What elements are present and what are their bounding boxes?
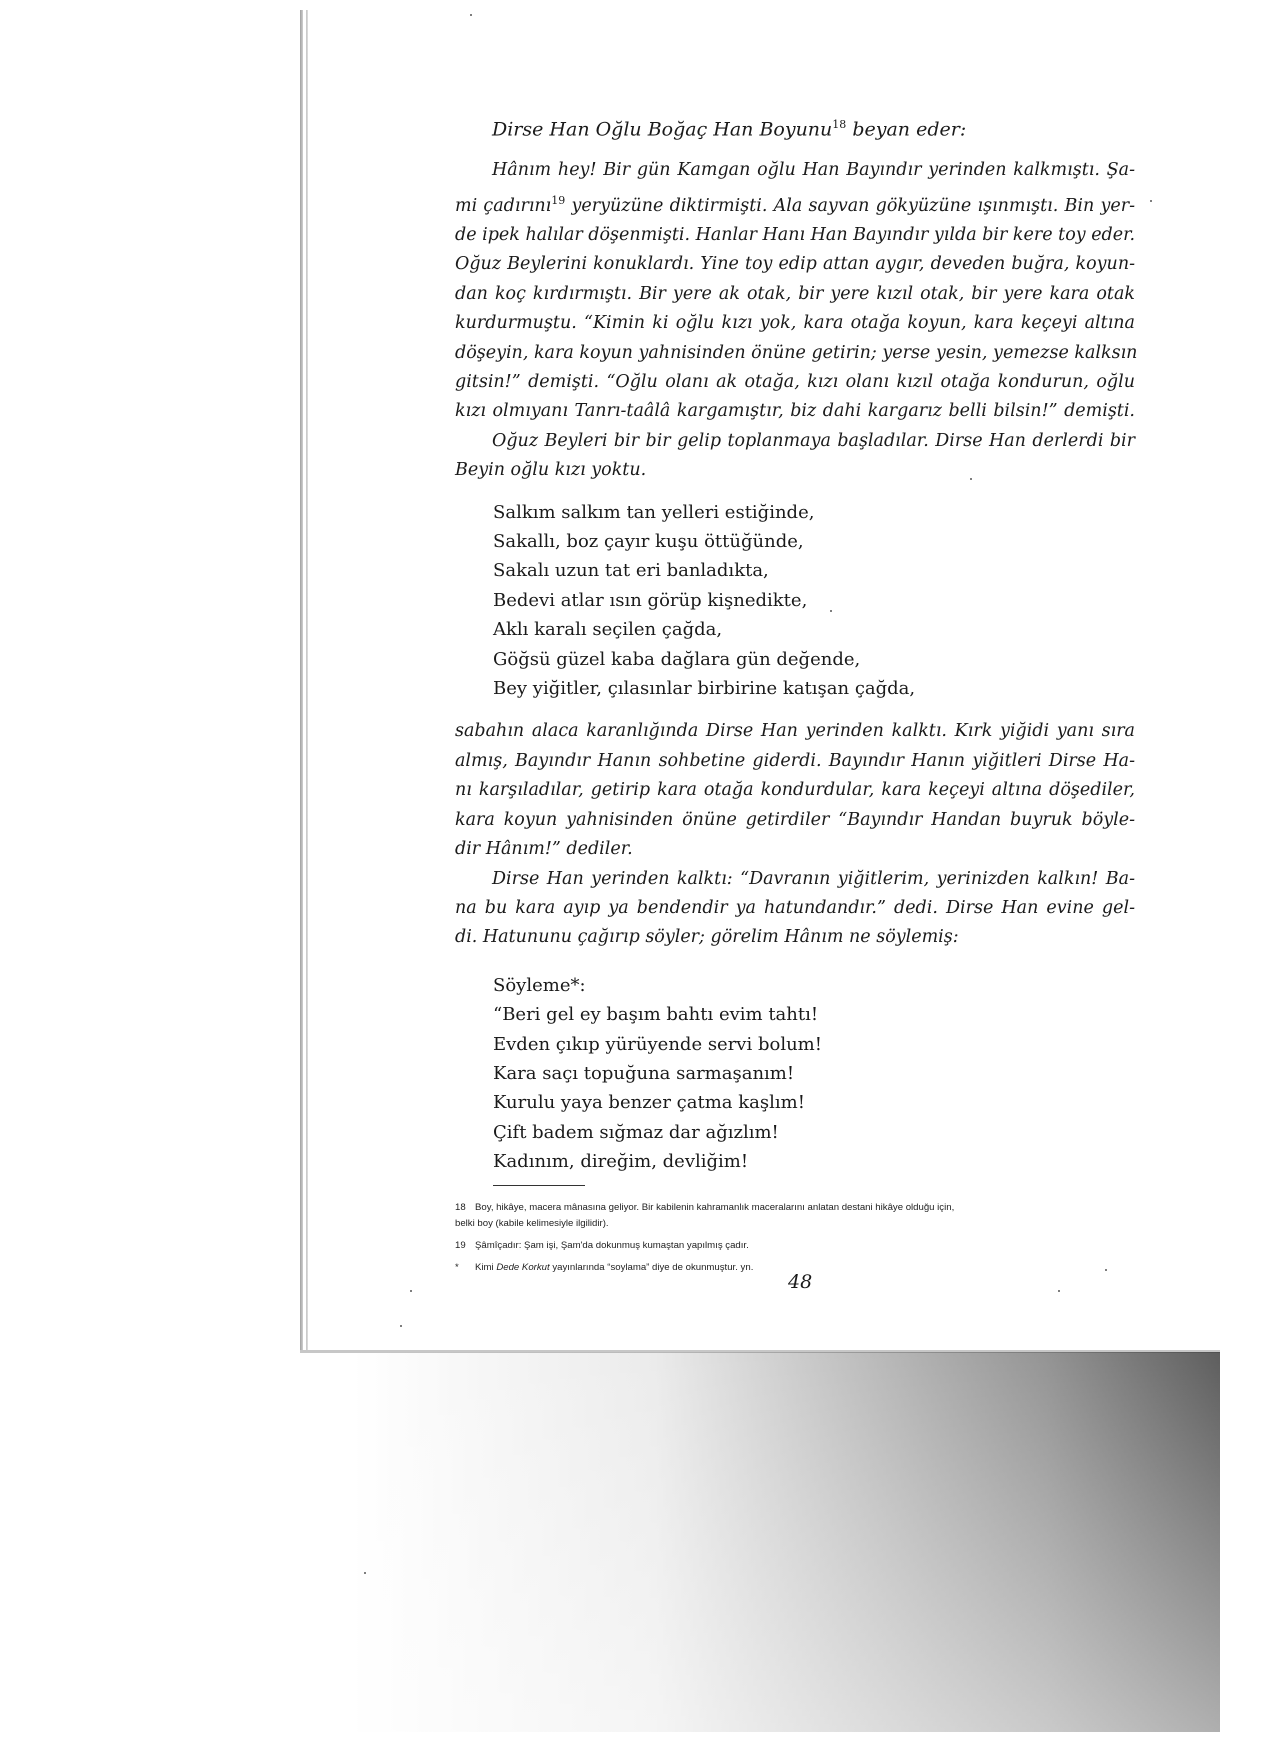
verse-line: Salkım salkım tan yelleri estiğinde,: [493, 501, 815, 523]
heading-text: Dirse Han Oğlu Boğaç Han Boyunu: [492, 118, 833, 141]
footnote-text: belki boy (kabile kelimesiyle ilgilidir).: [455, 1217, 609, 1229]
text-line: Dirse Han yerinden kalktı: “Davranın yiğitlerim, yerinizden kalkın! Ba-: [492, 868, 1135, 889]
verse-line: Sakalı uzun tat eri banladıkta,: [493, 560, 769, 582]
verse-line: Sakallı, boz çayır kuşu öttüğünde,: [493, 531, 804, 553]
verse-line: Kadınım, direğim, devliğim!: [493, 1151, 749, 1173]
verse-line: Evden çıkıp yürüyende servi bolum!: [493, 1033, 822, 1055]
footnotes: [455, 1200, 1123, 1276]
text-line: [455, 186, 1135, 221]
verse-line: Bedevi atlar ısın görüp kişnedikte,: [493, 589, 808, 611]
text-line: di. Hatununu çağırıp söyler; görelim Hânım ne söylemiş:: [455, 927, 959, 948]
verse-line: Aklı karalı seçilen çağda,: [493, 619, 723, 641]
footnote-number: 18: [455, 1201, 466, 1213]
footnote-number: *: [455, 1261, 459, 1273]
text-line: Hânım hey! Bir gün Kamgan oğlu Han Bayındır yerinden kalkmıştı. Şa-: [492, 160, 1135, 181]
book-binding-edge: [300, 10, 303, 1350]
footnote-text: Boy, hikâye, macera mânasına geliyor. Bir kabilenin kahramanlık maceralarını anlatan destani hikâye olduğu için,: [475, 1201, 955, 1213]
footnote-text: Kimi: [475, 1261, 497, 1273]
footnote-text: yayınlarında “soylama” diye de okunmuştur. yn.: [549, 1261, 754, 1273]
text-line: na bu kara ayıp ya bendendir ya hatundandır.” dedi. Dirse Han evine gel-: [455, 897, 1135, 918]
text-line: almış, Bayındır Hanın sohbetine giderdi. Bayındır Hanın yiğitleri Dirse Ha-: [455, 750, 1135, 771]
footnote-ref-19: 19: [551, 193, 566, 207]
verse-line: Göğsü güzel kaba dağlara gün değende,: [493, 648, 861, 670]
footnote-divider: [493, 1185, 585, 1186]
text-line: sabahın alaca karanlığında Dirse Han yerinden kalktı. Kırk yiğidi yanı sıra: [455, 721, 1135, 742]
scan-speck: [1150, 200, 1152, 202]
page-body: [455, 110, 1138, 1282]
verse-2: [493, 971, 1135, 1177]
scan-speck: [410, 1290, 412, 1292]
paragraph-4: [455, 865, 1135, 953]
paragraph-3: [455, 717, 1135, 864]
footnote-18: [455, 1200, 1123, 1232]
text-fragment: mi çadırını: [455, 195, 552, 216]
scan-shadow-fade: [352, 1352, 1220, 1732]
text-line: döşeyin, kara koyun yahnisinden önüne getirin; yerse yesin, yemezse kalksın: [455, 342, 1138, 363]
footnote-number: 19: [455, 1239, 466, 1251]
text-fragment: yeryüzüne diktirmişti. Ala sayvan gökyüzüne ışınmıştı. Bin yer-: [565, 195, 1135, 216]
heading-tail: beyan eder:: [846, 118, 967, 141]
text-line: kızı olmıyanı Tanrı-taâlâ kargamıştır, biz dahi kargarız belli bilsin!” demişti.: [455, 401, 1135, 422]
verse-line: Çift badem sığmaz dar ağızlım!: [493, 1121, 779, 1143]
paragraph-1: [455, 156, 1138, 426]
text-line: kara koyun yahnisinden önüne getirdiler “Bayındır Handan buyruk böyle-: [455, 809, 1135, 830]
verse-1: [493, 498, 1135, 704]
text-line: nı karşıladılar, getirip kara otağa kondurdular, kara keçeyi altına döşediler,: [455, 780, 1135, 801]
text-line: dir Hânım!” dediler.: [455, 839, 633, 860]
scan-speck: [400, 1325, 402, 1327]
text-line: Beyin oğlu kızı yoktu.: [455, 460, 647, 481]
text-line: gitsin!” demişti. “Oğlu olanı ak otağa, kızı olanı kızıl otağa kondurun, oğlu: [455, 372, 1135, 392]
chapter-heading: [492, 110, 1132, 144]
verse-line: Söyleme*:: [493, 974, 586, 996]
scan-speck: [470, 14, 472, 16]
scan-speck: [364, 1572, 366, 1574]
page-number: 48: [788, 1271, 813, 1293]
paragraph-2: [455, 427, 1135, 486]
scan-speck: [1058, 1290, 1060, 1292]
verse-line: “Beri gel ey başım bahtı evim tahtı!: [493, 1004, 819, 1026]
text-line: kurdurmuştu. “Kimin ki oğlu kızı yok, kara otağa koyun, kara keçeyi altına: [455, 313, 1135, 334]
book-binding-edge-inner: [306, 10, 308, 1350]
text-line: de ipek halılar döşenmişti. Hanlar Hanı Han Bayındır yılda bir kere toy eder.: [455, 224, 1136, 245]
verse-line: Kurulu yaya benzer çatma kaşlım!: [493, 1092, 805, 1114]
footnote-book-title: Dede Korkut: [496, 1261, 550, 1273]
text-line: Oğuz Beylerini konuklardı. Yine toy edip attan aygır, deveden buğra, koyun-: [455, 254, 1135, 275]
verse-line: Kara saçı topuğuna sarmaşanım!: [493, 1062, 795, 1084]
text-line: Oğuz Beyleri bir bir gelip toplanmaya başladılar. Dirse Han derlerdi bir: [492, 430, 1135, 451]
footnote-text: Şâmîçadır: Şam işi, Şam'da dokunmuş kumaştan yapılmış çadır.: [475, 1239, 749, 1251]
text-line: dan koç kırdırmıştı. Bir yere ak otak, bir yere kızıl otak, bir yere kara otak: [455, 283, 1135, 304]
footnote-19: [455, 1238, 1123, 1254]
verse-line: Bey yiğitler, çılasınlar birbirine katışan çağda,: [493, 678, 916, 700]
footnote-ref-18: 18: [832, 118, 847, 131]
